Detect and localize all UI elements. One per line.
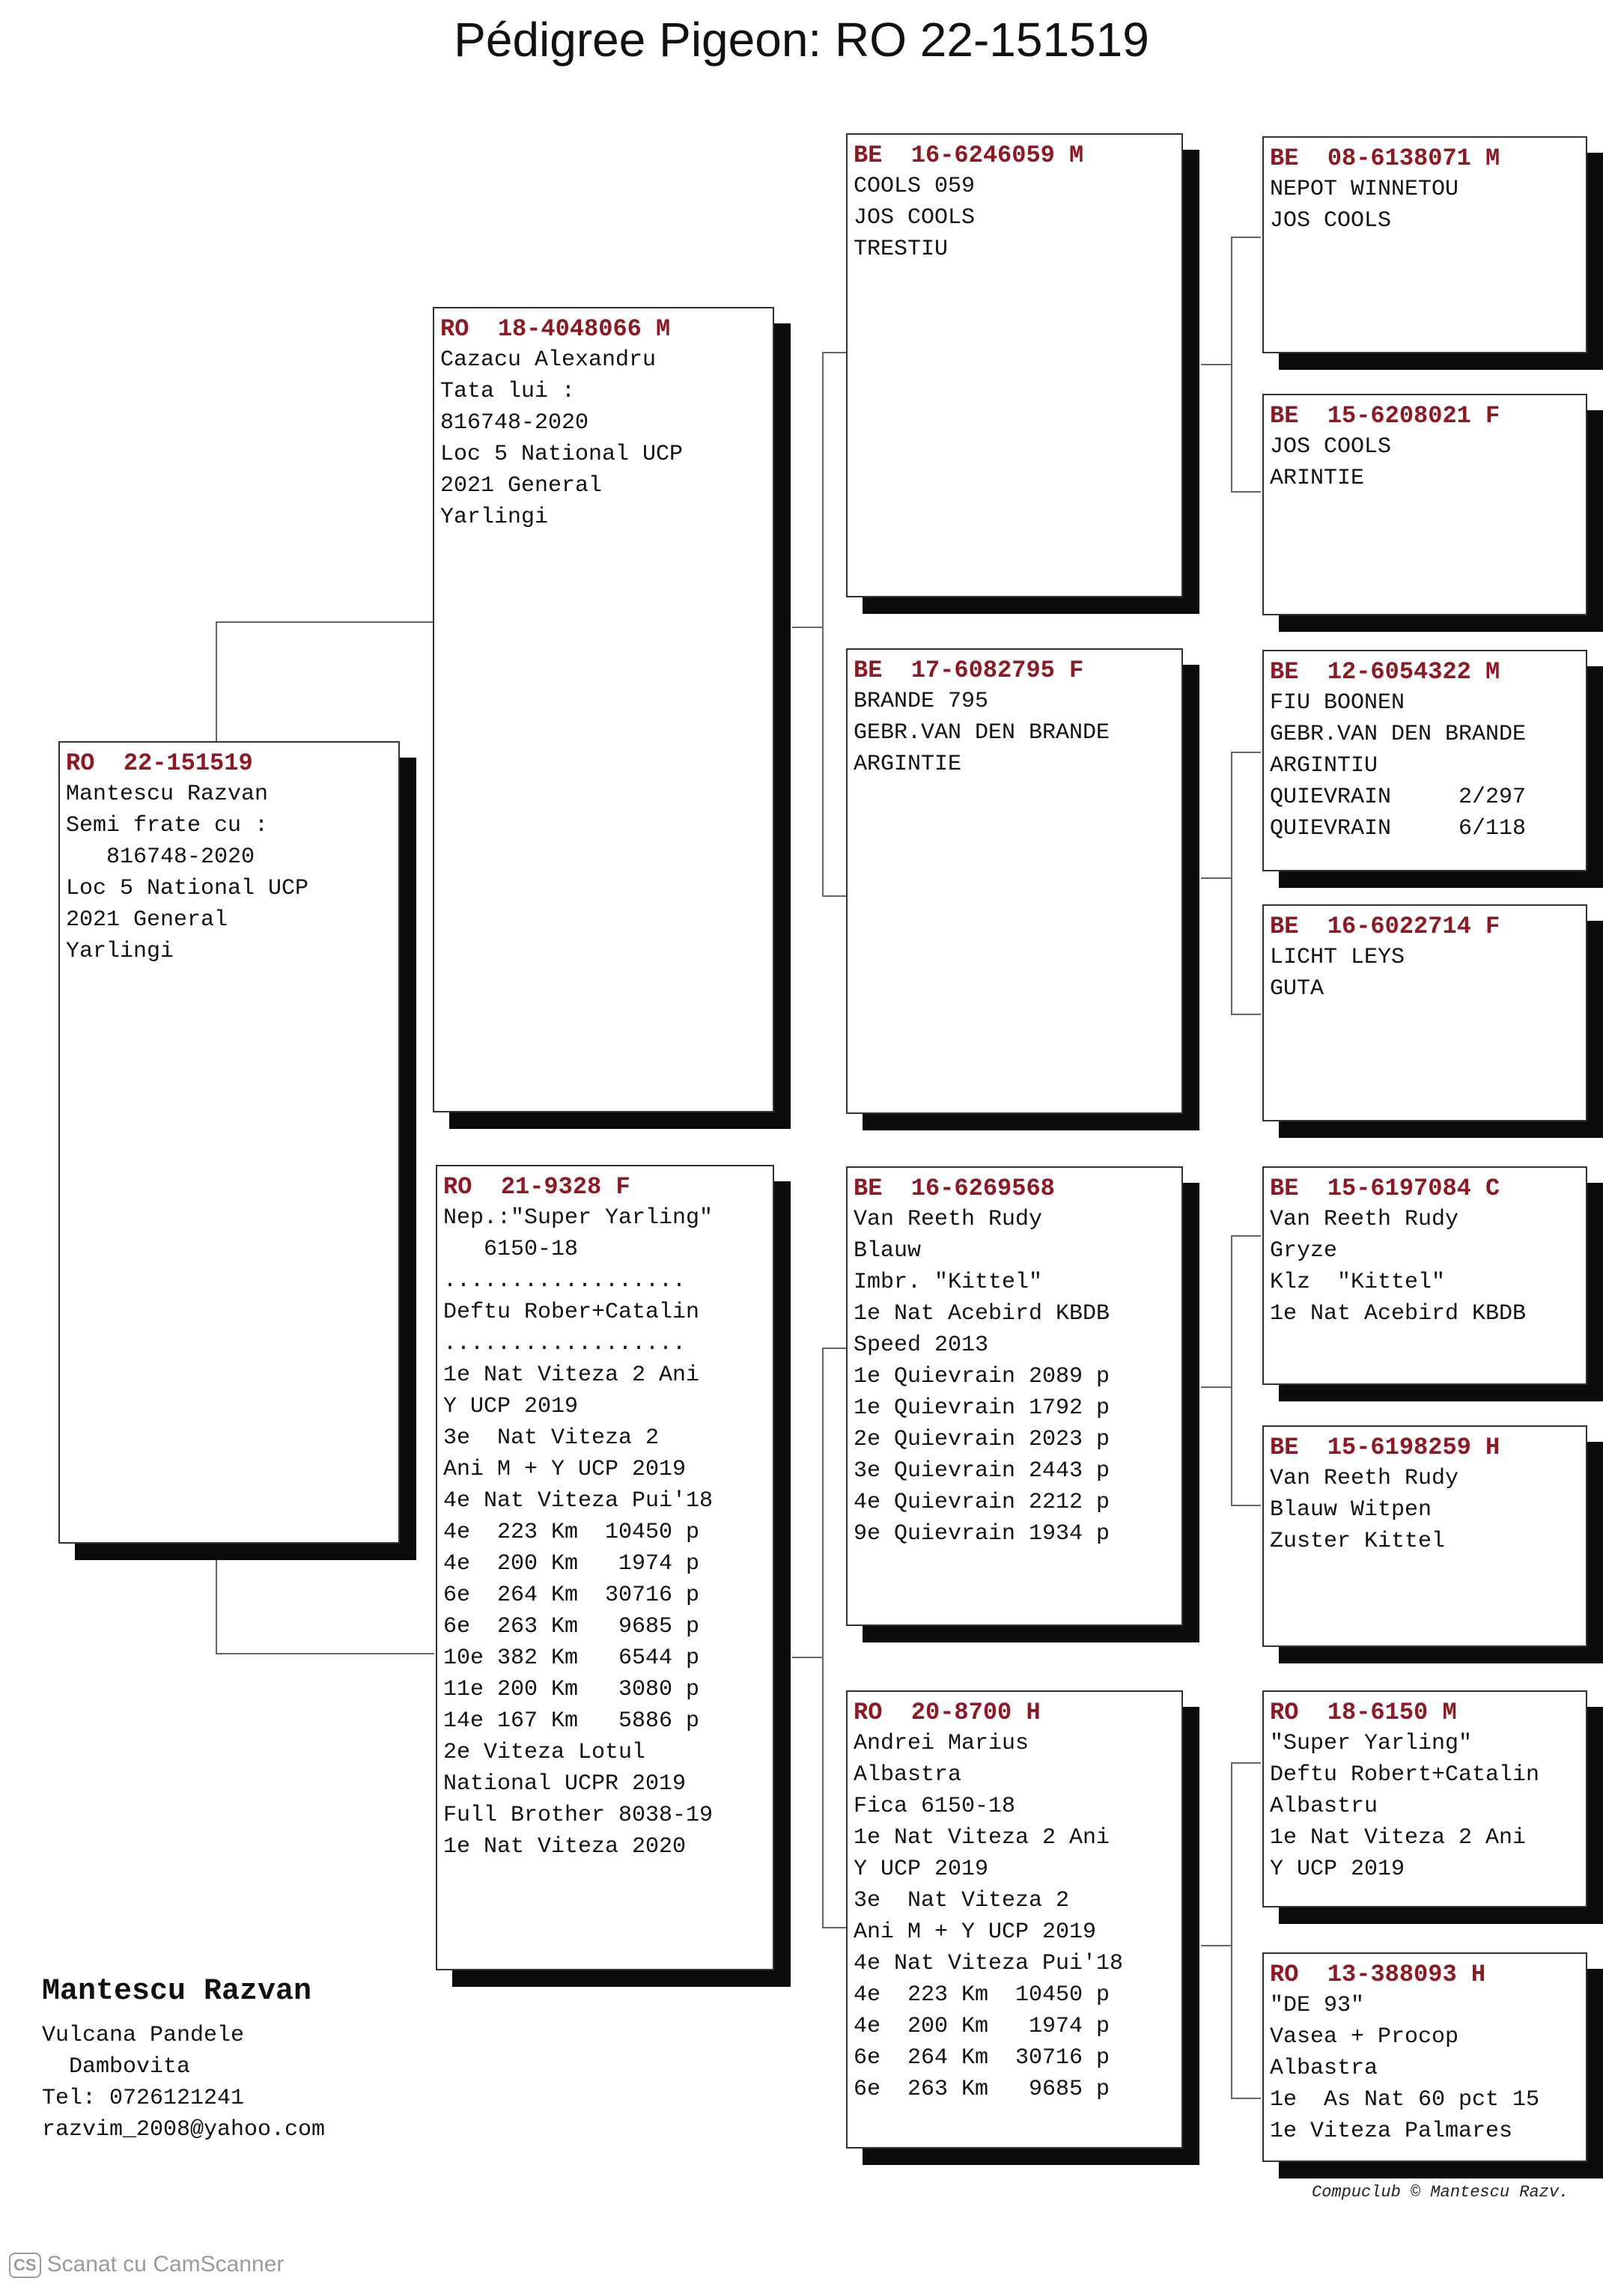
card-line: 14e 167 Km 5886 p (443, 1708, 700, 1734)
card-line: GEBR.VAN DEN BRANDE (1270, 722, 1527, 747)
card-lines (1270, 1204, 1581, 1330)
card-line: Y UCP 2019 (443, 1394, 579, 1419)
card-line: JOS COOLS (1270, 208, 1392, 234)
connector-line (822, 1348, 846, 1349)
breeder-email: razvim_2008@yahoo.com (42, 2117, 326, 2143)
card-lines (1270, 431, 1581, 494)
card-line: 9e Quievrain 1934 p (854, 1521, 1110, 1547)
card-line: Klz "Kittel" (1270, 1270, 1446, 1295)
card-line: Blauw Witpen (1270, 1497, 1432, 1523)
connector-line (1231, 1014, 1261, 1015)
card-line: 6e 264 Km 30716 p (443, 1583, 700, 1608)
card-line: "Super Yarling" (1270, 1731, 1473, 1756)
card-line: Zuster Kittel (1270, 1529, 1446, 1554)
card-line: ARGINTIE (854, 752, 962, 777)
card-line: Van Reeth Rudy (1270, 1466, 1459, 1491)
connector-line (1231, 2098, 1261, 2099)
card-line: QUIEVRAIN 2/297 (1270, 785, 1527, 810)
connector-line (216, 1653, 434, 1654)
connector-line (216, 621, 434, 623)
card-line: 2021 General (66, 907, 228, 933)
card-line: 816748-2020 (66, 844, 255, 870)
card-line: COOLS 059 (854, 174, 976, 199)
scanner-watermark (9, 2252, 284, 2278)
scanner-text: Scanat cu CamScanner (46, 2252, 285, 2277)
connector-line (216, 621, 217, 741)
card-line: Deftu Robert+Catalin (1270, 1762, 1540, 1788)
card-lines (854, 1728, 1177, 2105)
card-lines (66, 779, 394, 967)
connector-line (1231, 752, 1261, 753)
card-line: Loc 5 National UCP (66, 876, 309, 901)
card-line: Cazacu Alexandru (440, 347, 657, 373)
card-line: "DE 93" (1270, 1993, 1365, 2018)
card-line: Imbr. "Kittel" (854, 1270, 1043, 1295)
card-line: Full Brother 8038-19 (443, 1803, 714, 1828)
card-line: 10e 382 Km 6544 p (443, 1645, 700, 1671)
breeder-address: Vulcana Pandele (42, 2023, 245, 2048)
connector-line (1201, 1945, 1231, 1946)
card-line: 6e 263 Km 9685 p (443, 1614, 700, 1639)
card-line: 816748-2020 (440, 410, 589, 436)
card-lines (1270, 174, 1581, 237)
card-line: 1e As Nat 60 pct 15 (1270, 2087, 1540, 2113)
ring-number: BE 08-6138071 M (1270, 144, 1500, 172)
ring-number: BE 15-6198259 H (1270, 1434, 1500, 1461)
card-line: 11e 200 Km 3080 p (443, 1677, 700, 1702)
ring-number: RO 18-6150 M (1270, 1699, 1457, 1726)
connector-line (822, 1348, 824, 1928)
ring-number: BE 16-6269568 (854, 1175, 1055, 1202)
card-lines (443, 1202, 768, 1863)
card-line: QUIEVRAIN 6/118 (1270, 816, 1527, 841)
card-line: Gryze (1270, 1238, 1338, 1264)
ring-number: BE 16-6246059 M (854, 141, 1084, 169)
card-line: .................. (443, 1331, 687, 1356)
card-line: Yarlingi (66, 939, 174, 964)
connector-line (792, 1657, 822, 1658)
ring-number: BE 12-6054322 M (1270, 658, 1500, 686)
card-line: .................. (443, 1268, 687, 1294)
card-line: Andrei Marius (854, 1731, 1029, 1756)
connector-line (792, 627, 822, 628)
card-line: Blauw (854, 1238, 922, 1264)
card-line: 3e Nat Viteza 2 (443, 1425, 660, 1451)
breeder-region: Dambovita (42, 2054, 191, 2080)
card-lines (854, 1204, 1177, 1550)
pigeon-card-ddd (1262, 1952, 1587, 2162)
card-line: ARGINTIU (1270, 753, 1378, 779)
card-lines (440, 344, 768, 533)
pigeon-card-dd (846, 1690, 1183, 2149)
card-line: Van Reeth Rudy (1270, 1207, 1459, 1232)
card-line: Fica 6150-18 (854, 1794, 1016, 1819)
pigeon-card-dsd (1262, 1425, 1587, 1647)
pigeon-card-dds (1262, 1690, 1587, 1907)
pigeon-card-sire (433, 307, 774, 1112)
connector-line (822, 352, 846, 353)
pigeon-card-ssd (1262, 394, 1587, 615)
card-line: GUTA (1270, 976, 1324, 1002)
pigeon-card-sds (1262, 650, 1587, 871)
ring-number: RO 22-151519 (66, 749, 253, 777)
card-line: Nep.:"Super Yarling" (443, 1205, 714, 1231)
card-line: 4e Nat Viteza Pui'18 (443, 1488, 714, 1514)
card-line: 1e Viteza Palmares (1270, 2119, 1513, 2144)
card-line: ARINTIE (1270, 466, 1365, 491)
card-line: 2e Viteza Lotul (443, 1740, 646, 1765)
card-line: 1e Nat Viteza 2020 (443, 1834, 687, 1860)
card-line: Albastru (1270, 1794, 1378, 1819)
card-line: 4e 223 Km 10450 p (443, 1520, 700, 1545)
connector-line (1231, 1762, 1232, 2099)
breeder-phone: Tel: 0726121241 (42, 2086, 245, 2111)
card-line: Ani M + Y UCP 2019 (443, 1457, 687, 1482)
ring-number: RO 18-4048066 M (440, 315, 671, 343)
card-line: FIU BOONEN (1270, 690, 1405, 716)
connector-line (1231, 1762, 1261, 1764)
card-lines (1270, 1463, 1581, 1557)
card-lines (1270, 1990, 1581, 2147)
card-line: 4e Nat Viteza Pui'18 (854, 1951, 1124, 1976)
card-line: Speed 2013 (854, 1333, 989, 1358)
card-line: Yarlingi (440, 505, 549, 530)
card-line: 4e 200 Km 1974 p (854, 2014, 1110, 2039)
connector-line (216, 1557, 217, 1654)
connector-line (1231, 1235, 1261, 1237)
ring-number: BE 15-6197084 C (1270, 1175, 1500, 1202)
card-line: Semi frate cu : (66, 813, 269, 838)
connector-line (1201, 1386, 1231, 1388)
card-line: 6150-18 (443, 1237, 579, 1262)
card-line: Mantescu Razvan (66, 782, 269, 807)
card-line: BRANDE 795 (854, 689, 989, 714)
card-line: Albastra (1270, 2056, 1378, 2081)
card-line: 3e Quievrain 2443 p (854, 1458, 1110, 1484)
pigeon-card-dss (1262, 1166, 1587, 1385)
connector-line (1231, 752, 1232, 1015)
card-line: Albastra (854, 1762, 962, 1788)
page-title: Pédigree Pigeon: RO 22-151519 (454, 13, 1149, 67)
card-line: NEPOT WINNETOU (1270, 177, 1459, 202)
card-line: 2e Quievrain 2023 p (854, 1427, 1110, 1452)
card-line: 4e 223 Km 10450 p (854, 1982, 1110, 2008)
card-line: Van Reeth Rudy (854, 1207, 1043, 1232)
card-lines (854, 171, 1177, 265)
card-line: 1e Nat Viteza 2 Ani (854, 1825, 1110, 1851)
pigeon-card-sd (846, 648, 1183, 1114)
card-lines (854, 686, 1177, 780)
card-line: Ani M + Y UCP 2019 (854, 1919, 1097, 1945)
card-line: 4e Quievrain 2212 p (854, 1490, 1110, 1515)
pigeon-card-sss (1262, 136, 1587, 353)
card-line: Vasea + Procop (1270, 2024, 1459, 2050)
card-line: 1e Nat Viteza 2 Ani (1270, 1825, 1527, 1851)
card-line: 1e Nat Acebird KBDB (854, 1301, 1110, 1327)
card-line: TRESTIU (854, 237, 949, 262)
connector-line (1231, 237, 1232, 493)
card-line: Loc 5 National UCP (440, 442, 684, 467)
connector-line (1231, 491, 1261, 493)
card-lines (1270, 687, 1581, 844)
pigeon-card-sdd (1262, 904, 1587, 1121)
card-line: JOS COOLS (1270, 434, 1392, 460)
card-line: Y UCP 2019 (1270, 1857, 1405, 1882)
card-line: 1e Nat Viteza 2 Ani (443, 1362, 700, 1388)
connector-line (1201, 364, 1231, 365)
card-line: 6e 263 Km 9685 p (854, 2077, 1110, 2102)
ring-number: BE 15-6208021 F (1270, 402, 1500, 430)
connector-line (1201, 877, 1231, 879)
card-line: 6e 264 Km 30716 p (854, 2045, 1110, 2071)
card-line: 4e 200 Km 1974 p (443, 1551, 700, 1577)
card-line: 3e Nat Viteza 2 (854, 1888, 1070, 1913)
card-line: LICHT LEYS (1270, 945, 1405, 970)
card-line: 2021 General (440, 473, 603, 499)
card-line: Y UCP 2019 (854, 1857, 989, 1882)
connector-line (822, 1927, 846, 1928)
card-lines (1270, 942, 1581, 1005)
pigeon-card-ds (846, 1166, 1183, 1626)
pigeon-card-subject (58, 741, 400, 1544)
connector-line (1231, 237, 1261, 238)
ring-number: RO 13-388093 H (1270, 1961, 1486, 1988)
card-line: 1e Quievrain 2089 p (854, 1364, 1110, 1389)
connector-line (1231, 1235, 1232, 1506)
ring-number: RO 21-9328 F (443, 1173, 630, 1201)
ring-number: BE 16-6022714 F (1270, 913, 1500, 940)
ring-number: BE 17-6082795 F (854, 657, 1084, 684)
copyright-note: Compuclub © Mantescu Razv. (1312, 2183, 1569, 2202)
connector-line (822, 352, 824, 896)
card-line: 1e Nat Acebird KBDB (1270, 1301, 1527, 1327)
card-line: Deftu Rober+Catalin (443, 1300, 700, 1325)
camscanner-icon: CS (9, 2253, 41, 2278)
pigeon-card-dam (436, 1165, 774, 1970)
connector-line (1231, 1505, 1261, 1506)
pigeon-card-ss (846, 133, 1183, 597)
card-line: National UCPR 2019 (443, 1771, 687, 1797)
card-line: Tata lui : (440, 379, 576, 404)
card-lines (1270, 1728, 1581, 1885)
card-line: JOS COOLS (854, 205, 976, 231)
card-line: GEBR.VAN DEN BRANDE (854, 720, 1110, 746)
connector-line (822, 895, 846, 897)
card-line: 1e Quievrain 1792 p (854, 1395, 1110, 1421)
breeder-name: Mantescu Razvan (42, 1975, 312, 2009)
ring-number: RO 20-8700 H (854, 1699, 1041, 1726)
